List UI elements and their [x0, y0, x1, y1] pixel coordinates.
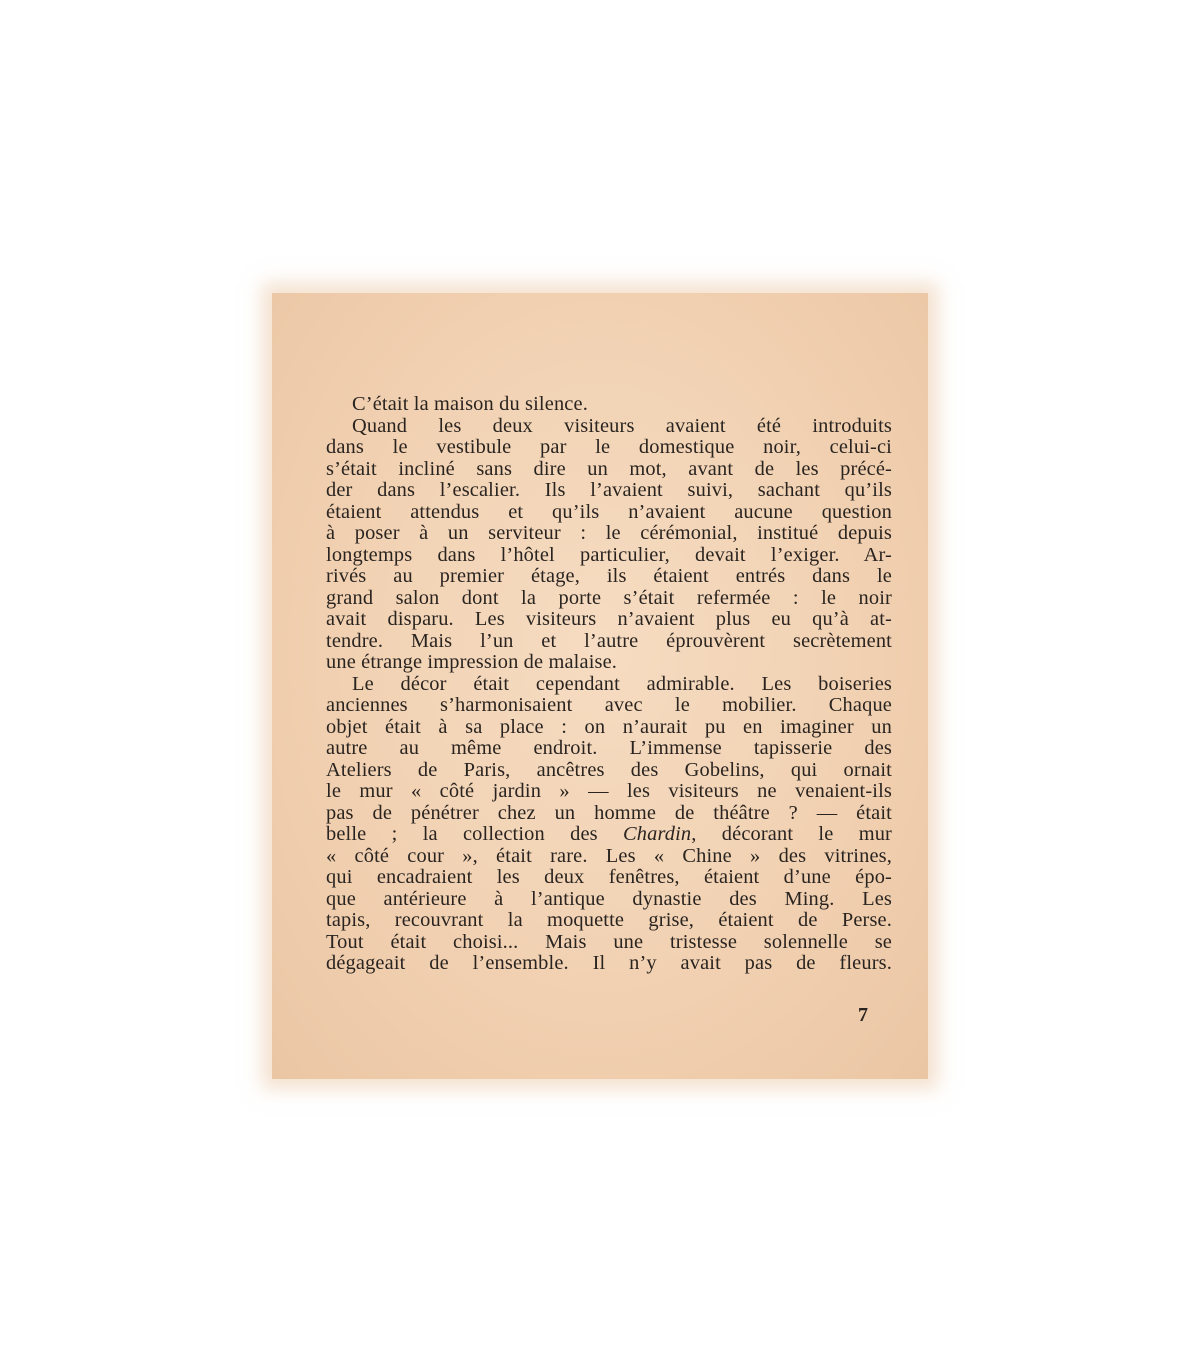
text-line: qui encadraient les deux fenêtres, étaient d’une épo-: [326, 866, 892, 888]
text-line: grand salon dont la porte s’était refermée : le noir: [326, 586, 892, 609]
text-line: objet était à sa place : on n’aurait pu en imaginer un: [326, 715, 892, 738]
text-line: à poser à un serviteur : le cérémonial, institué depuis: [326, 522, 892, 544]
text-line: Tout était choisi... Mais une tristesse solennelle se: [326, 930, 892, 953]
text-line: dans le vestibule par le domestique noir, celui-ci: [326, 436, 892, 458]
text-line: longtemps dans l’hôtel particulier, devait l’exiger. Ar-: [326, 543, 892, 566]
page-number: 7: [858, 1004, 868, 1026]
text-line: dégageait de l’ensemble. Il n’y avait pas de fleurs.: [326, 952, 892, 974]
text-line: tendre. Mais l’un et l’autre éprouvèrent secrètement: [326, 629, 892, 652]
text-line: tapis, recouvrant la moquette grise, étaient de Perse.: [326, 909, 892, 931]
text-line: une étrange impression de malaise.: [326, 651, 618, 673]
page-text: [326, 394, 892, 975]
text-line: s’était incliné sans dire un mot, avant de les précé-: [326, 457, 892, 480]
italic-word: Chardin: [623, 823, 692, 845]
text-line: Quand les deux visiteurs avaient été introduits: [352, 414, 892, 437]
text-line: étaient attendus et qu’ils n’avaient aucune question: [326, 500, 892, 523]
text-line-with-italic: belle ; la collection des Chardin, décorant le mur: [326, 823, 892, 845]
text-line: C’était la maison du silence.: [352, 393, 588, 415]
text-line: pas de pénétrer chez un homme de théâtre ? — était: [326, 801, 892, 824]
text-line: que antérieure à l’antique dynastie des Ming. Les: [326, 887, 892, 910]
text-line: avait disparu. Les visiteurs n’avaient plus eu qu’à at-: [326, 608, 892, 630]
text-line: der dans l’escalier. Ils l’avaient suivi, sachant qu’ils: [326, 479, 892, 501]
text-line: Le décor était cependant admirable. Les boiseries: [352, 672, 892, 695]
book-page: [272, 293, 928, 1079]
text-line: « côté cour », était rare. Les « Chine » des vitrines,: [326, 844, 892, 867]
text-line: rivés au premier étage, ils étaient entrés dans le: [326, 565, 892, 587]
text-line: Ateliers de Paris, ancêtres des Gobelins, qui ornait: [326, 758, 892, 781]
text-line: anciennes s’harmonisaient avec le mobilier. Chaque: [326, 694, 892, 716]
text-line: autre au même endroit. L’immense tapisserie des: [326, 737, 892, 759]
text-line: le mur « côté jardin » — les visiteurs ne venaient-ils: [326, 780, 892, 802]
